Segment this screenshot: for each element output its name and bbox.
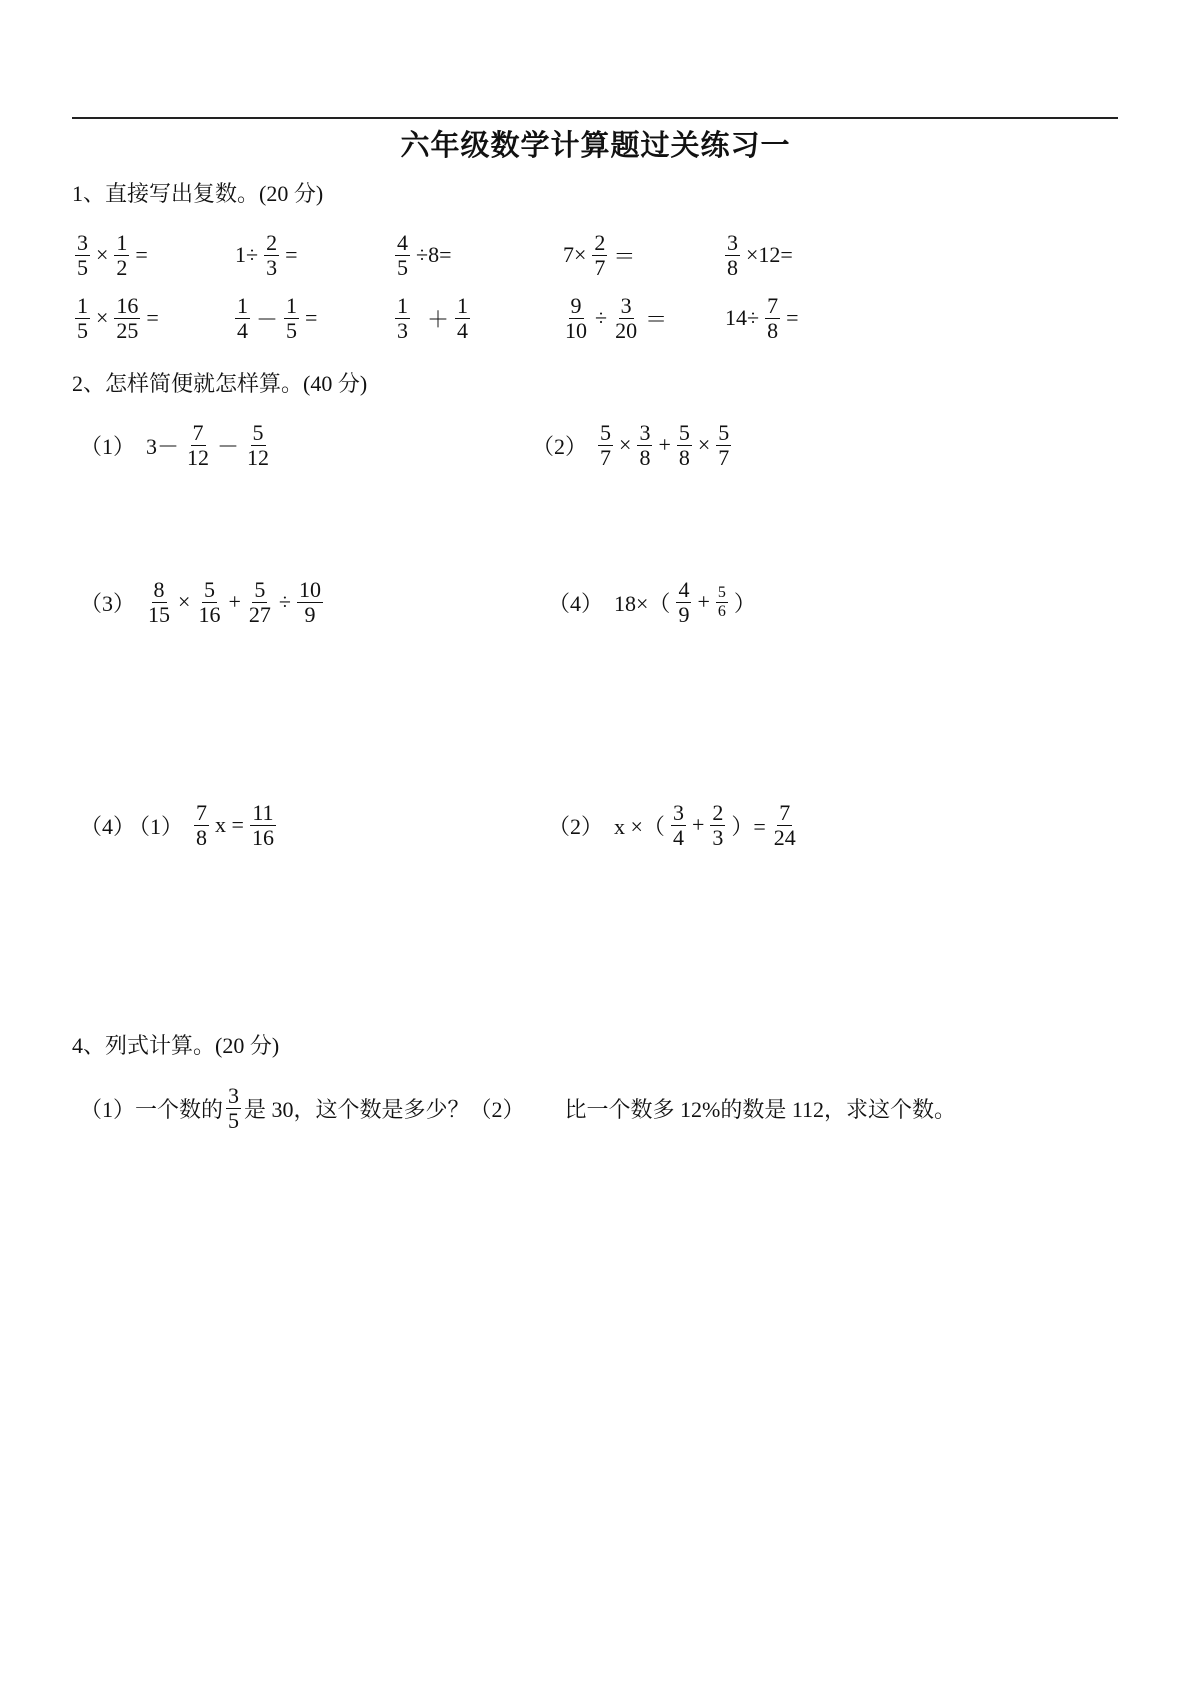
problem-label: （1） [80,433,136,459]
word-problem-1-prefix: （1）一个数的 [80,1096,224,1122]
operator-text: × [619,432,632,457]
operator-text: ＋ [416,306,450,332]
operator-text: 3－ [146,433,180,459]
problem-label: （2） [548,813,604,839]
operator-text: ÷ [595,305,608,330]
operator-text: x = [215,812,244,837]
fraction: $\frac{9}{10}$ [565,292,587,343]
fraction: $\frac{1}{5}$ [77,292,88,343]
problem-label: （1） [128,813,184,839]
fraction: $\frac{7}{24}$ [773,799,796,850]
fraction: $\frac{16}{25}$ [116,292,139,343]
section4-heading: 4、列式计算。(20 分) [72,1033,280,1058]
operator-text: ＝ [645,306,668,332]
fraction: $\frac{2}{3}$ [712,799,724,850]
simplify-problem [80,570,326,634]
operator-text: = [285,242,298,267]
operator-text: 18×（ [614,590,671,616]
mental-math-problem [722,223,796,287]
operator-text: ×12= [746,242,793,267]
operator-text: ÷8= [416,242,452,267]
fraction: $\frac{3}{4}$ [672,799,684,850]
word-problem-1-suffix: 是 30，这个数是多少？（2） [244,1096,525,1122]
operator-text: × [178,589,191,614]
operator-text: × [96,242,109,267]
mental-math-problem [232,223,301,287]
fraction: $\frac{1}{2}$ [116,229,128,280]
operator-text: 7× [563,242,587,267]
operator-text: ÷ [278,589,291,614]
fraction: $\frac{3}{20}$ [615,292,638,343]
mental-math-problem [232,286,320,350]
operator-text: 14÷ [725,305,760,330]
fraction: $\frac{7}{12}$ [187,419,210,470]
operator-text: 1÷ [235,242,259,267]
operator-text: + [228,589,241,614]
equation-problem [128,793,279,857]
mental-math-problem [722,286,802,350]
fraction: $\frac{5}{16}$ [198,576,221,627]
equation-section-label: （4） [80,813,136,839]
operator-text: + [691,812,705,837]
word-problem-2: 比一个数多 12%的数是 112，求这个数。 [564,1096,957,1122]
equation-problem [548,793,801,857]
mental-math-problem [560,223,638,287]
fraction: $\frac{3}{8}$ [639,419,651,470]
fraction: $\frac{5}{8}$ [678,419,690,470]
fraction: $\frac{7}{8}$ [196,799,208,850]
fraction: $\frac{7}{8}$ [767,292,779,343]
problem-label: （2） [532,433,588,459]
fraction: $\frac{2}{3}$ [266,229,278,280]
fraction: $\frac{10}{9}$ [298,576,321,627]
fraction: $\frac{5}{7}$ [718,419,730,470]
mental-math-problem [392,286,473,350]
fraction: $\frac{3}{5}$ [77,229,88,280]
page-title: 六年级数学计算题过关练习一 [400,128,791,162]
fraction: $\frac{4}{9}$ [678,576,690,627]
section2-heading: 2、怎样简便就怎样算。(40 分) [72,371,368,396]
mental-math-problem [72,223,151,287]
fraction: $\frac{11}{16}$ [251,799,274,850]
operator-text: + [697,589,710,614]
mental-math-problem [560,286,670,350]
operator-text: = [135,242,148,267]
fraction: $\frac{4}{5}$ [397,229,408,280]
fraction: $\frac{1}{4}$ [237,292,248,343]
top-rule [72,117,1118,119]
operator-text: = [146,305,159,330]
fraction: $\frac{2}{7}$ [594,229,606,280]
operator-text: + [658,432,671,457]
operator-text: － [256,306,279,332]
problem-label: （3） [80,590,136,616]
operator-text: ） [733,590,756,616]
simplify-problem [532,413,734,477]
fraction: $\frac{1}{4}$ [457,292,469,343]
operator-text: × [697,432,711,457]
fraction: $\frac{1}{5}$ [286,292,298,343]
operator-text: － [217,433,240,459]
fraction: $\frac{5}{6}$ [717,583,726,620]
problem-label: （4） [548,590,604,616]
operator-text: ＝ [613,243,636,269]
fraction: $\frac{8}{15}$ [148,576,171,627]
operator-text: = [786,305,799,330]
operator-text: x ×（ [614,813,665,839]
simplify-problem [548,570,759,634]
mental-math-problem [392,223,454,287]
operator-text: ）= [731,813,766,839]
fraction: $\frac{5}{12}$ [247,419,270,470]
word-problem-1-fraction: $\frac{3}{5}$ [228,1082,240,1133]
word-problems [80,1076,956,1140]
section1-heading: 1、直接写出复数。(20 分) [72,181,324,206]
operator-text: = [305,305,318,330]
mental-math-problem [72,286,162,350]
fraction: $\frac{5}{27}$ [248,576,271,627]
fraction: $\frac{3}{8}$ [727,229,738,280]
simplify-problem [80,413,274,477]
fraction: $\frac{1}{3}$ [397,292,408,343]
fraction: $\frac{5}{7}$ [600,419,612,470]
operator-text: × [96,305,109,330]
